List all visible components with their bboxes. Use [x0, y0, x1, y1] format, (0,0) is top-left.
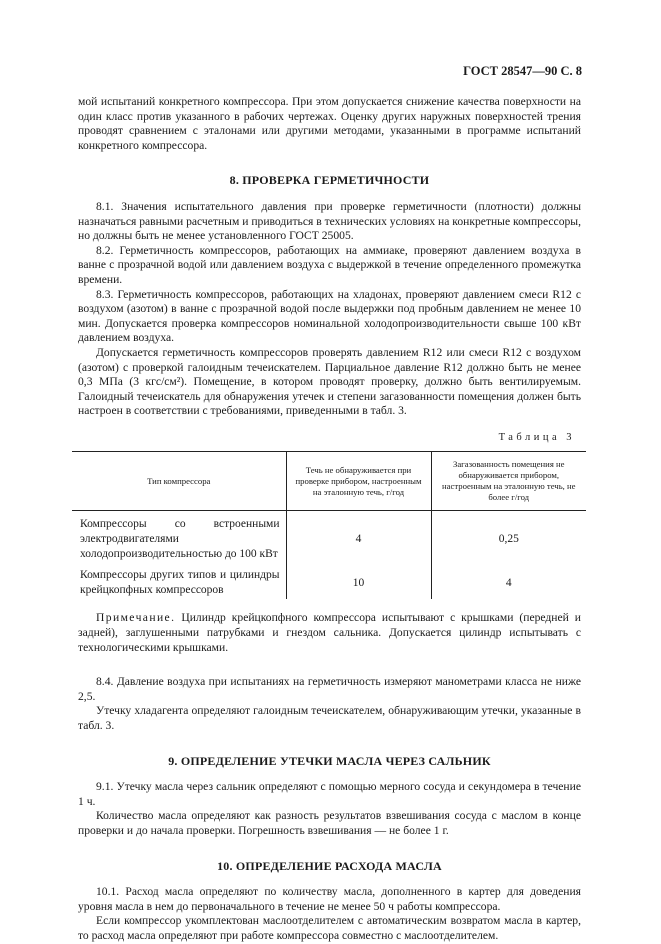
section-9-title: 9. ОПРЕДЕЛЕНИЕ УТЕЧКИ МАСЛА ЧЕРЕЗ САЛЬНИК	[168, 753, 491, 768]
row-type: Компрессоры со встроенными электродвигателями холодопроизводительностью до 100 кВт	[80, 518, 280, 560]
paragraph-8-4: 8.4. Давление воздуха при испытаниях на герметичность измеряют манометрами класса не ниже 2,5.	[78, 675, 581, 703]
header-type: Тип компрессора	[72, 452, 286, 511]
table-3	[72, 451, 586, 599]
note-label: Примечание.	[96, 611, 176, 625]
row-leak: 4	[286, 511, 431, 561]
paragraph-8-1: 8.1. Значения испытательного давления при проверке герметичности (плотности) должны назначаться равными расчетным и приводиться в технических условиях на конкретные компрессоры, но должны быть не менее установленного ГОСТ 25005.	[78, 199, 581, 243]
page-header: ГОСТ 28547—90 С. 8	[463, 64, 582, 78]
paragraph-9-1: 9.1. Утечку масла через сальник определяют с помощью мерного сосуда и секундомера в течение 1 ч.	[78, 780, 581, 808]
table-header-row	[72, 452, 586, 511]
paragraph-8-4-cont: Утечку хладагента определяют галоидным течеискателем, обнаруживающим утечки, указанные в табл. 3.	[78, 704, 581, 732]
paragraph-8-3-cont: Допускается герметичность компрессоров проверять давлением R12 или смеси R12 с воздухом (азотом) с проверкой галоидным течеискателем. Парциальное давление R12 должно быть не менее 0,3 МПа (3 кгс/см²). Помещение, в котором проводят проверку, должно быть вентилируемым. Галоидный течеискатель для обнаружения утечек и степени загазованности помещения должен быть настроен в соответствии с требованиями, приведенными в табл. 3.	[78, 345, 581, 418]
section-10-title: 10. ОПРЕДЕЛЕНИЕ РАСХОДА МАСЛА	[217, 858, 442, 873]
row-gas: 4	[431, 561, 586, 599]
paragraph-10-1: 10.1. Расход масла определяют по количеству масла, дополненного в картер для доведения уровня масла в нем до первоначального в течение не менее 50 ч работы компрессора.	[78, 885, 581, 913]
section-8-title: 8. ПРОВЕРКА ГЕРМЕТИЧНОСТИ	[229, 173, 430, 188]
intro-paragraph: мой испытаний конкретного компрессора. При этом допускается снижение качества поверхности на один класс против указанного в рабочих чертежах. Оценку других наружных поверхностей трения проводят сравнением с эталонами или другими методами, указанными в программе испытаний конкретного компрессора.	[78, 95, 581, 152]
paragraph-8-3: 8.3. Герметичность компрессоров, работающих на хладонах, проверяют давлением смеси R12 с воздухом (азотом) в ванне с прозрачной водой после выдержки под пробным давлением не менее 10 мин. Допускается проверка компрессоров номинальной холодопроизводительности свыше 100 кВт давлением воздуха.	[78, 287, 581, 345]
header-leak: Течь не обнаруживается при проверке прибором, настроенным на эталонную течь, г/год	[286, 452, 431, 511]
table-note	[78, 611, 581, 655]
paragraph-10-1-cont: Если компрессор укомплектован маслоотделителем с автоматическим возвратом масла в картер, то расход масла определяют при работе компрессора совместно с маслоотделителем.	[78, 914, 581, 942]
page-content	[78, 95, 581, 944]
paragraph-9-1-cont: Количество масла определяют как разность результатов взвешивания сосуда с маслом в конце проверки и до начала проверки. Погрешность взвешивания — не более 1 г.	[78, 809, 581, 837]
table-row	[72, 561, 586, 599]
header-gas: Загазованность помещения не обнаруживается прибором, настроенным на эталонную течь, не более г/год	[431, 452, 586, 511]
row-gas: 0,25	[431, 511, 586, 561]
row-type: Компрессоры других типов и цилиндры крейцкопфных компрессоров	[80, 569, 280, 596]
row-leak: 10	[286, 561, 431, 599]
note-text: Цилиндр крейцкопфного компрессора испытывают с крышками (передней и задней), заглушенными патрубками и гнездом сальника. Допускается цилиндр испытывать с технологическими крышками.	[78, 611, 581, 654]
paragraph-8-2: 8.2. Герметичность компрессоров, работающих на аммиаке, проверяют давлением воздуха в ванне с прозрачной водой или давлением воздуха с выдержкой в течение определенного промежутка времени.	[78, 243, 581, 286]
table-caption: Таблица 3	[498, 431, 575, 443]
table-row	[72, 511, 586, 561]
